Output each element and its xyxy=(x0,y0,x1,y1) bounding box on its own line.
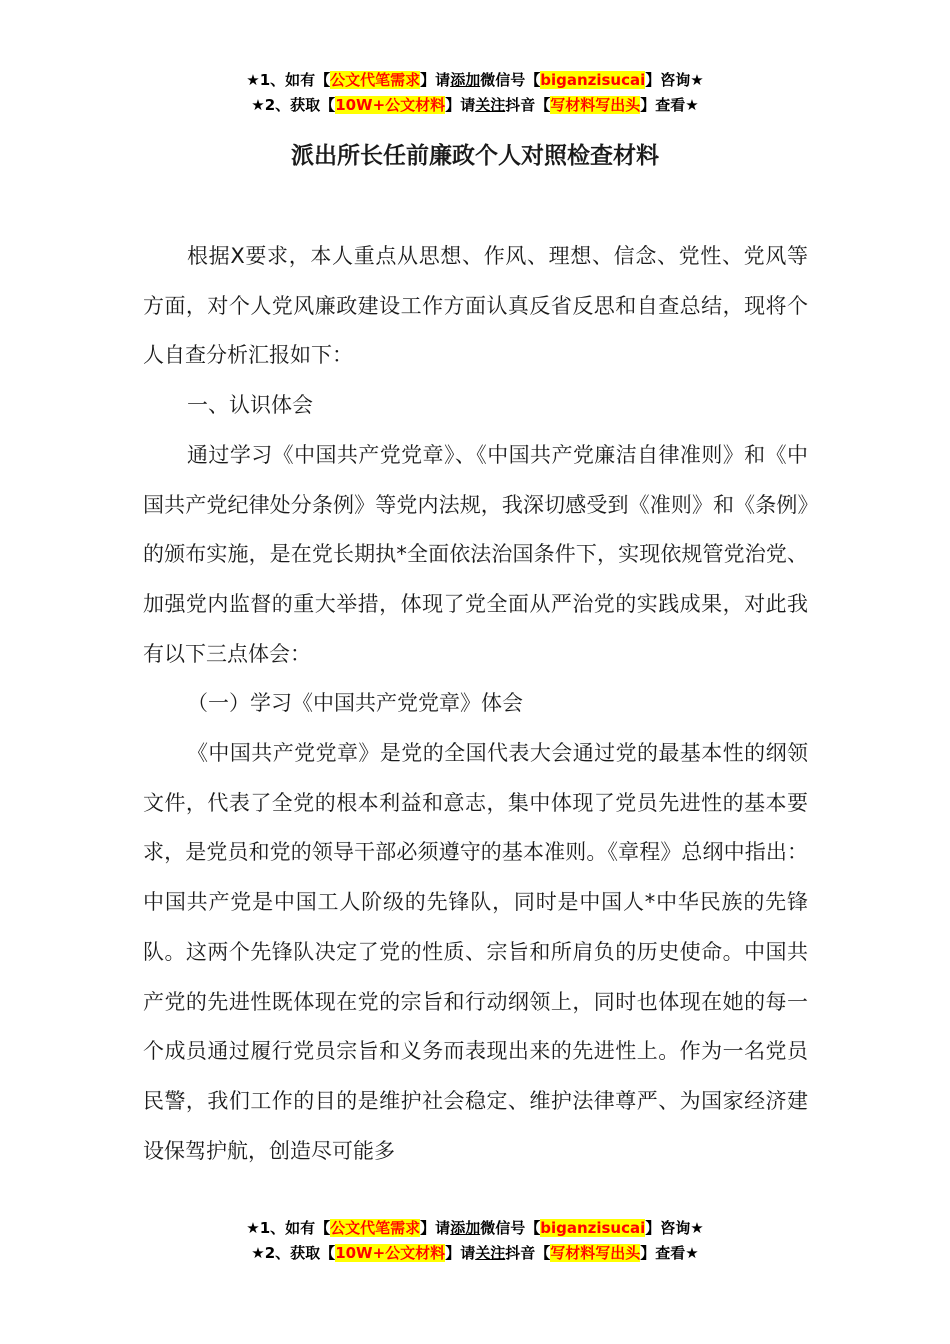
document-title: 派出所长任前廉政个人对照检查材料 xyxy=(291,143,659,169)
highlight-materials: 10W+公文材料 xyxy=(335,96,446,114)
highlight-wechat-id: biganzisucai xyxy=(540,71,646,89)
paragraph-charter: 《中国共产党党章》是党的全国代表大会通过党的最基本性的纲领文件，代表了全党的根本利益和意志，集中体现了党员先进性的基本要求，是党员和党的领导干部必须遵守的基本准则。《章程》总纲中指出：中国共产党是中国工人阶级的先锋队，同时是中国人*中华民族的先锋队。这两个先锋队决定了党的性质、宗旨和所肩负的历史使命。中国共产党的先进性既体现在党的宗旨和行动纲领上，同时也体现在她的每一个成员通过履行党员宗旨和义务而表现出来的先进性上。作为一名党员民警，我们工作的目的是维护社会稳定、维护法律尊严、为国家经济建设保驾护航，创造尽可能多 xyxy=(143,741,808,1163)
promo-banner-bottom xyxy=(0,1216,950,1266)
subsection-heading-1: （一）学习《中国共产党党章》体会 xyxy=(187,691,523,716)
highlight-service: 公文代笔需求 xyxy=(330,71,421,89)
promo-line-2: ★2、获取【10W+公文材料】请关注抖音【写材料写出头】查看★ xyxy=(251,1244,699,1262)
promo-line-1: ★1、如有【公文代笔需求】请添加微信号【biganzisucai】咨询★ xyxy=(246,71,704,89)
highlight-douyin-id: 写材料写出头 xyxy=(550,96,641,114)
paragraph-study: 通过学习《中国共产党党章》、《中国共产党廉洁自律准则》和《中国共产党纪律处分条例》等党内法规，我深切感受到《准则》和《条例》的颁布实施，是在党长期执*全面依法治国条件下，实现依规管党治党、加强党内监督的重大举措，体现了党全面从严治党的实践成果，对此我有以下三点体会： xyxy=(143,442,808,666)
promo-banner-top xyxy=(0,68,950,118)
section-heading-1: 一、认识体会 xyxy=(187,393,313,418)
highlight-wechat-id: biganzisucai xyxy=(540,1219,646,1237)
highlight-service: 公文代笔需求 xyxy=(330,1219,421,1237)
highlight-douyin-id: 写材料写出头 xyxy=(550,1244,641,1262)
promo-line-1: ★1、如有【公文代笔需求】请添加微信号【biganzisucai】咨询★ xyxy=(246,1219,704,1237)
paragraph-intro: 根据X要求，本人重点从思想、作风、理想、信念、党性、党风等方面，对个人党风廉政建设工作方面认真反省反思和自查总结，现将个人自查分析汇报如下： xyxy=(143,244,808,368)
promo-line-2: ★2、获取【10W+公文材料】请关注抖音【写材料写出头】查看★ xyxy=(251,96,699,114)
highlight-materials: 10W+公文材料 xyxy=(335,1244,446,1262)
document-body xyxy=(143,232,808,1176)
